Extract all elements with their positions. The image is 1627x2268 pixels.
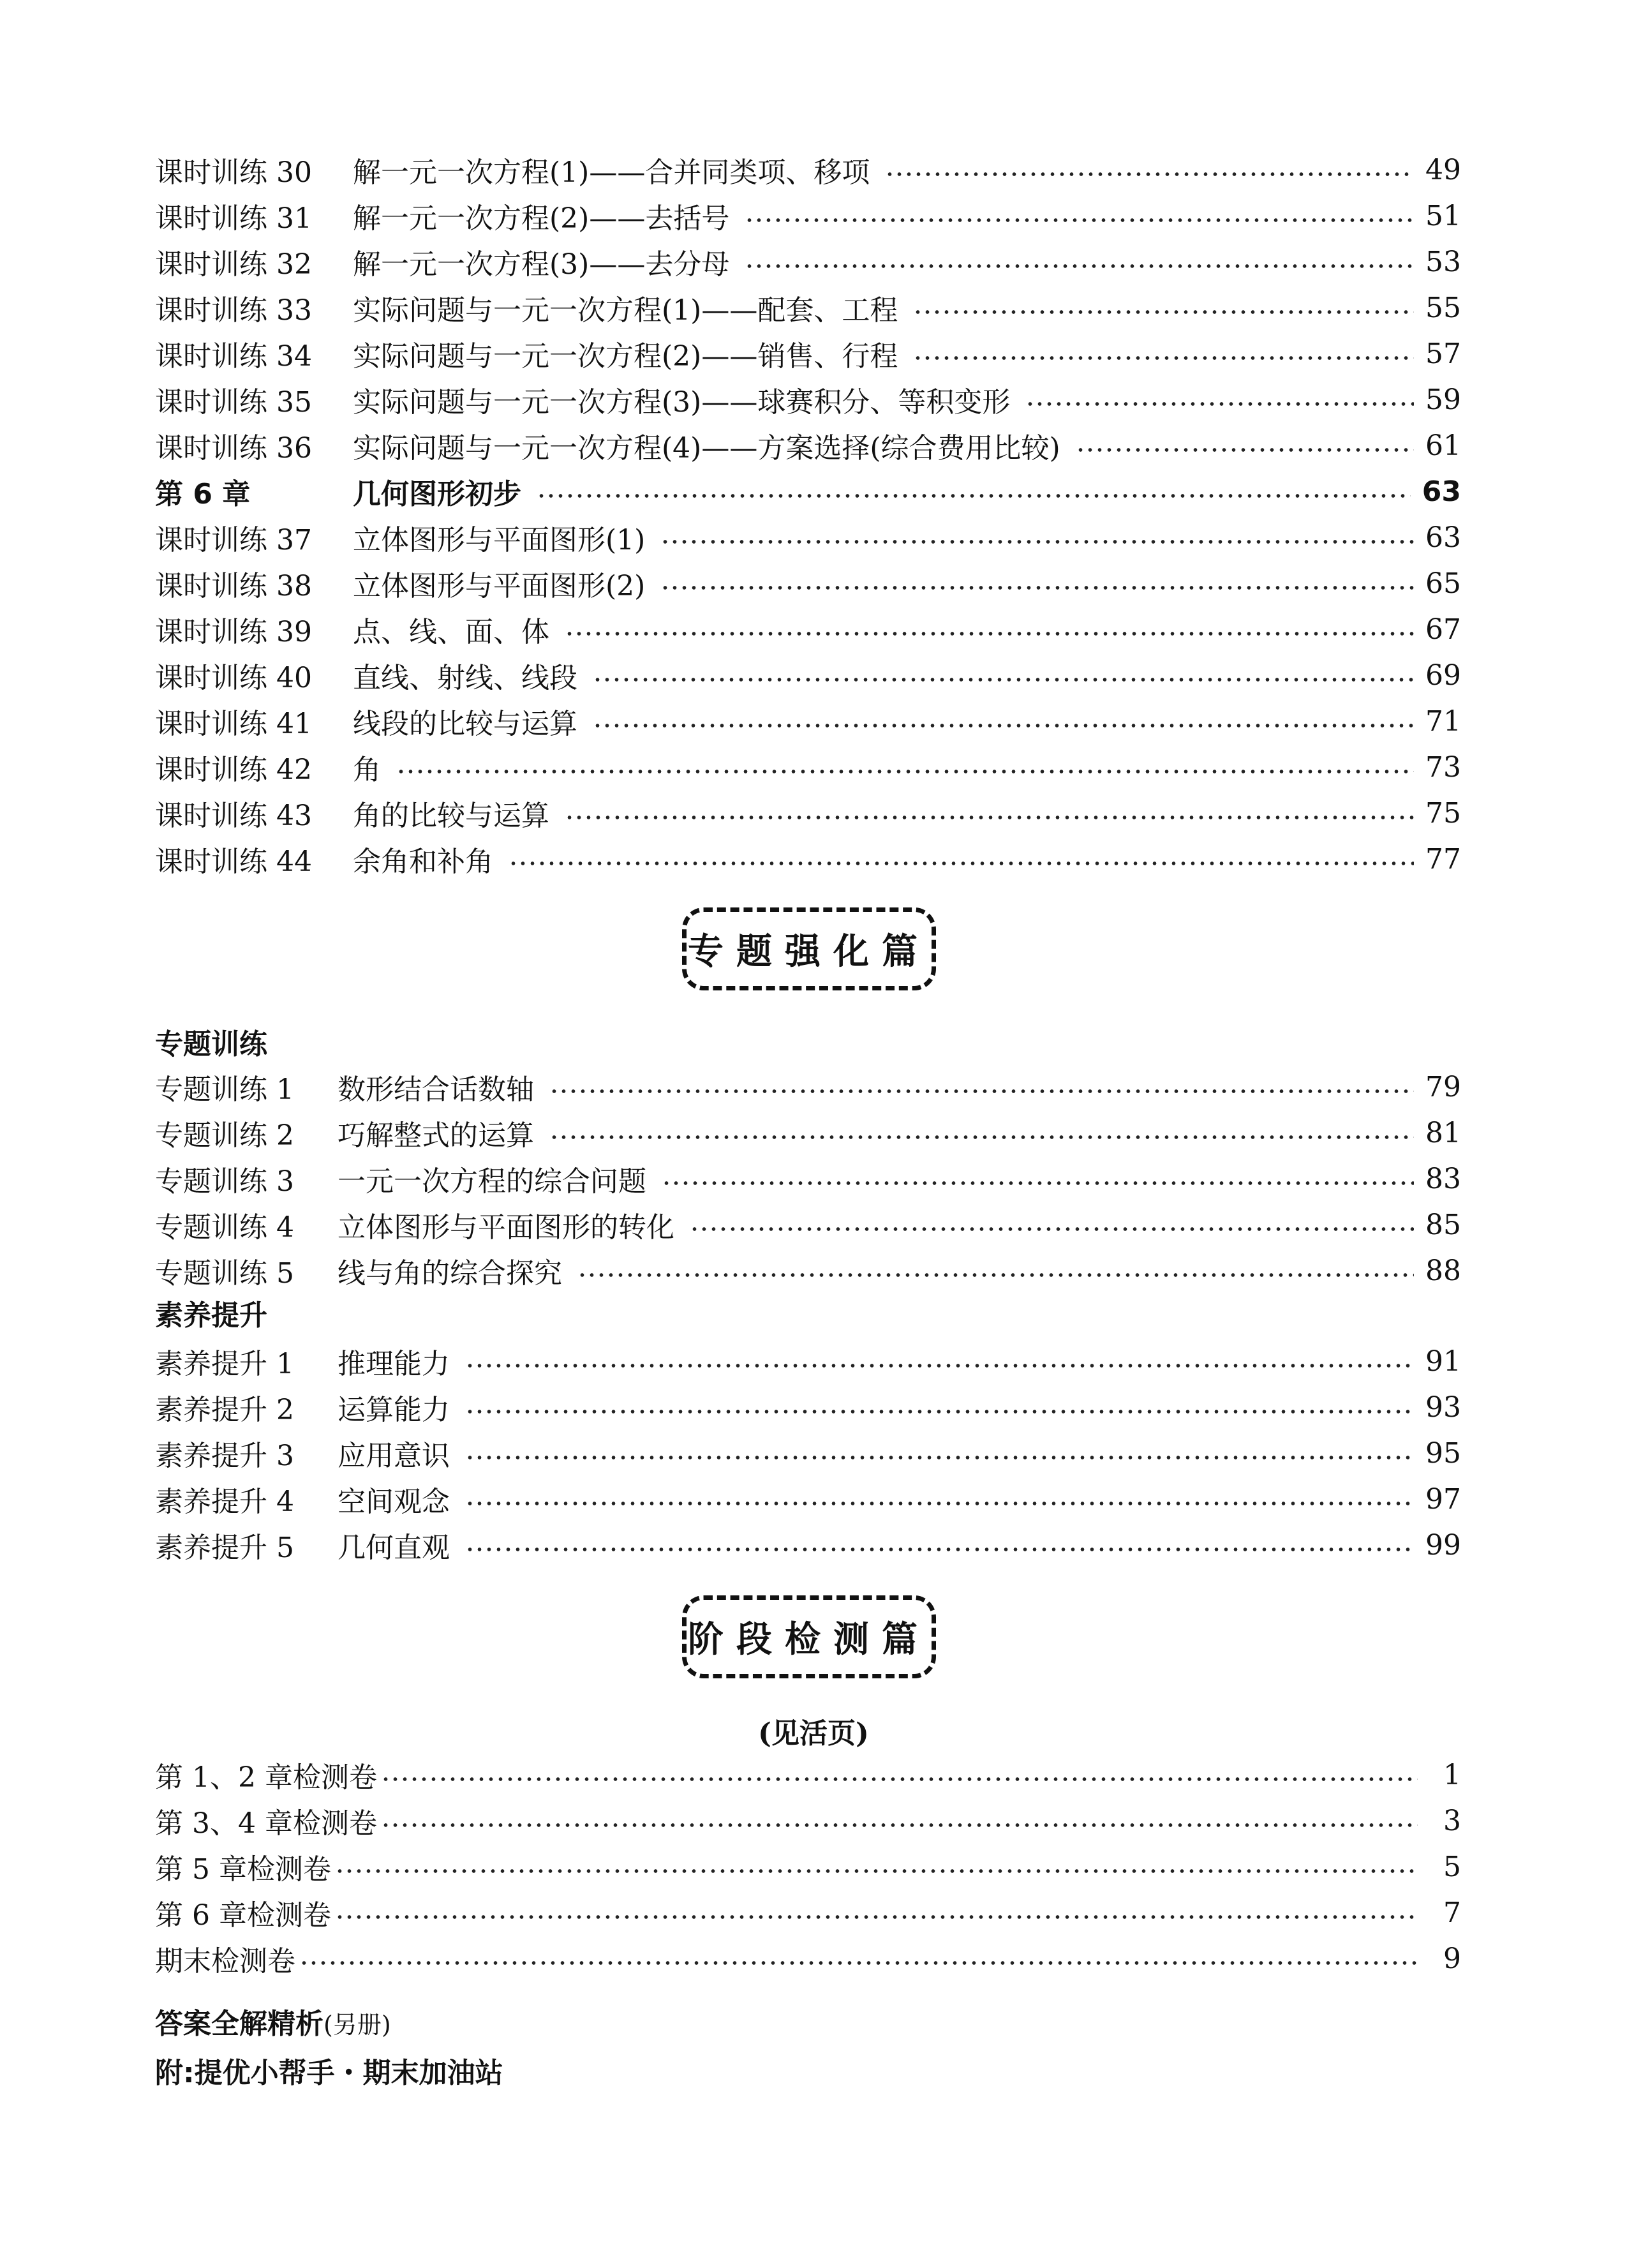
dot-leader <box>509 861 1414 866</box>
dot-leader <box>465 1363 1414 1368</box>
subsection-heading-special-training: 专题训练 <box>155 1028 267 1061</box>
entry-page-number: 93 <box>1425 1391 1461 1424</box>
section-banner-special-topics: 专题强化篇 <box>682 907 936 990</box>
entry-page-number: 75 <box>1425 796 1461 830</box>
toc-entry[interactable] <box>155 1248 1461 1294</box>
dot-leader <box>745 264 1414 269</box>
entry-page-number: 88 <box>1425 1254 1461 1287</box>
dot-leader <box>577 1272 1414 1278</box>
entry-page-number: 69 <box>1425 659 1461 692</box>
entry-label: 专题训练 3 <box>155 1165 294 1198</box>
entry-title: 第 6 章检测卷 <box>155 1899 331 1932</box>
entry-title: 第 5 章检测卷 <box>155 1853 331 1886</box>
toc-entry[interactable] <box>155 468 1461 514</box>
subsection-heading-literacy: 素养提升 <box>155 1299 267 1332</box>
dot-leader <box>396 769 1414 774</box>
entry-label: 课时训练 31 <box>155 202 312 235</box>
entry-page-number: 65 <box>1425 567 1461 600</box>
entry-title: 立体图形与平面图形(1) <box>353 524 646 556</box>
entry-page-number: 71 <box>1425 705 1461 738</box>
toc-entry[interactable] <box>155 836 1461 882</box>
entry-title: 数形结合话数轴 <box>338 1073 534 1106</box>
entry-title: 运算能力 <box>338 1394 450 1426</box>
entry-title: 解一元一次方程(3)——去分母 <box>353 248 730 281</box>
toc-entry[interactable] <box>155 1522 1461 1568</box>
entry-title: 实际问题与一元一次方程(4)——方案选择(综合费用比较) <box>353 432 1060 465</box>
toc-entry[interactable] <box>155 790 1461 836</box>
toc-entry[interactable] <box>155 331 1461 377</box>
toc-entry[interactable] <box>155 1338 1461 1384</box>
dot-leader <box>660 539 1414 544</box>
dot-leader <box>465 1547 1414 1552</box>
entry-title: 角的比较与运算 <box>353 800 549 832</box>
answers-line <box>155 2001 391 2041</box>
dot-leader <box>745 218 1414 223</box>
entry-title: 推理能力 <box>338 1348 450 1380</box>
entry-title: 几何直观 <box>338 1532 450 1564</box>
entry-label: 课时训练 36 <box>155 432 312 465</box>
entry-label: 课时训练 38 <box>155 570 312 602</box>
entry-title: 余角和补角 <box>353 846 493 878</box>
dot-leader <box>913 310 1414 315</box>
section-banner-stage-tests: 阶段检测篇 <box>682 1595 936 1678</box>
dot-leader <box>660 585 1414 590</box>
entry-title: 解一元一次方程(2)——去括号 <box>353 202 730 235</box>
entry-page-number: 63 <box>1425 521 1461 554</box>
entry-title: 直线、射线、线段 <box>353 662 577 694</box>
toc-entry[interactable] <box>155 1798 1461 1844</box>
toc-entry[interactable] <box>155 147 1461 193</box>
entry-title: 线与角的综合探究 <box>338 1257 562 1290</box>
answers-note: (另册) <box>323 2011 391 2039</box>
dot-leader <box>549 1135 1414 1140</box>
entry-title: 一元一次方程的综合问题 <box>338 1165 646 1198</box>
toc-entry[interactable] <box>155 1844 1461 1890</box>
toc-entry[interactable] <box>155 560 1461 606</box>
toc-entry[interactable] <box>155 1890 1461 1936</box>
entry-page-number: 55 <box>1425 291 1461 324</box>
entry-page-number: 49 <box>1425 153 1461 186</box>
entry-title: 应用意识 <box>338 1440 450 1472</box>
entry-title: 期末检测卷 <box>155 1945 295 1978</box>
entry-label: 素养提升 1 <box>155 1348 294 1380</box>
dot-leader <box>335 1914 1418 1920</box>
toc-entry[interactable] <box>155 698 1461 744</box>
entry-page-number: 3 <box>1443 1804 1461 1837</box>
toc-entry[interactable] <box>155 193 1461 239</box>
entry-page-number: 63 <box>1422 475 1461 508</box>
dot-leader <box>690 1227 1414 1232</box>
entry-title: 实际问题与一元一次方程(1)——配套、工程 <box>353 294 898 327</box>
entry-page-number: 53 <box>1425 245 1461 278</box>
toc-entry[interactable] <box>155 1476 1461 1522</box>
entry-label: 课时训练 32 <box>155 248 312 281</box>
entry-label: 素养提升 5 <box>155 1532 294 1564</box>
entry-label: 课时训练 43 <box>155 800 312 832</box>
toc-entry[interactable] <box>155 422 1461 468</box>
entry-label: 专题训练 2 <box>155 1119 294 1152</box>
entry-page-number: 57 <box>1425 337 1461 370</box>
entry-label: 专题训练 1 <box>155 1073 294 1106</box>
entry-label: 专题训练 4 <box>155 1211 294 1244</box>
entry-page-number: 97 <box>1425 1482 1461 1516</box>
dot-leader <box>593 677 1414 682</box>
entry-page-number: 59 <box>1425 383 1461 416</box>
entry-label: 课时训练 37 <box>155 524 312 556</box>
toc-entry[interactable] <box>155 744 1461 790</box>
entry-page-number: 7 <box>1443 1896 1461 1929</box>
dot-leader <box>885 172 1414 177</box>
entry-title: 巧解整式的运算 <box>338 1119 534 1152</box>
entry-label: 课时训练 35 <box>155 386 312 419</box>
entry-label: 第 6 章 <box>155 478 251 511</box>
entry-page-number: 67 <box>1425 613 1461 646</box>
toc-entry[interactable] <box>155 377 1461 422</box>
entry-page-number: 1 <box>1443 1758 1461 1791</box>
entry-title: 立体图形与平面图形(2) <box>353 570 646 602</box>
dot-leader <box>593 723 1414 728</box>
entry-label: 课时训练 40 <box>155 662 312 694</box>
toc-entry[interactable] <box>155 1430 1461 1476</box>
dot-leader <box>465 1455 1414 1460</box>
entry-page-number: 83 <box>1425 1162 1461 1195</box>
toc-entry[interactable] <box>155 514 1461 560</box>
dot-leader <box>565 631 1414 636</box>
entry-title: 第 1、2 章检测卷 <box>155 1761 377 1794</box>
entry-label: 素养提升 4 <box>155 1486 294 1518</box>
entry-title: 几何图形初步 <box>353 478 521 511</box>
entry-page-number: 5 <box>1443 1850 1461 1883</box>
dot-leader <box>335 1869 1418 1874</box>
dot-leader <box>549 1089 1414 1094</box>
entry-title: 第 3、4 章检测卷 <box>155 1807 377 1840</box>
entry-page-number: 79 <box>1425 1070 1461 1103</box>
entry-page-number: 95 <box>1425 1436 1461 1470</box>
dot-leader <box>381 1823 1418 1828</box>
toc-entry[interactable] <box>155 1202 1461 1248</box>
toc-entry[interactable] <box>155 1110 1461 1156</box>
entry-page-number: 73 <box>1425 750 1461 784</box>
entry-title: 线段的比较与运算 <box>353 708 577 740</box>
entry-title: 实际问题与一元一次方程(3)——球赛积分、等积变形 <box>353 386 1011 419</box>
entry-label: 素养提升 3 <box>155 1440 294 1472</box>
toc-entry[interactable] <box>155 1156 1461 1202</box>
entry-label: 课时训练 39 <box>155 616 312 648</box>
entry-label: 课时训练 42 <box>155 754 312 786</box>
dot-leader <box>465 1409 1414 1414</box>
dot-leader <box>537 493 1411 498</box>
entry-title: 角 <box>353 754 381 786</box>
toc-entry[interactable] <box>155 1936 1461 1981</box>
entry-title: 空间观念 <box>338 1486 450 1518</box>
entry-page-number: 91 <box>1425 1345 1461 1378</box>
entry-label: 课时训练 34 <box>155 340 312 373</box>
dot-leader <box>662 1181 1414 1186</box>
toc-entry[interactable] <box>155 1752 1461 1798</box>
entry-title: 实际问题与一元一次方程(2)——销售、行程 <box>353 340 898 373</box>
entry-page-number: 85 <box>1425 1208 1461 1241</box>
appendix-line: 附:提优小帮手・期末加油站 <box>155 2057 503 2089</box>
entry-label: 专题训练 5 <box>155 1257 294 1290</box>
entry-page-number: 77 <box>1425 842 1461 876</box>
dot-leader <box>465 1501 1414 1506</box>
entry-title: 立体图形与平面图形的转化 <box>338 1211 674 1244</box>
entry-page-number: 99 <box>1425 1528 1461 1562</box>
entry-label: 课时训练 44 <box>155 846 312 878</box>
toc-entry[interactable] <box>155 239 1461 285</box>
entry-label: 素养提升 2 <box>155 1394 294 1426</box>
entry-title: 解一元一次方程(1)——合并同类项、移项 <box>353 156 870 189</box>
entry-label: 课时训练 30 <box>155 156 312 189</box>
toc-entry[interactable] <box>155 1064 1461 1110</box>
entry-page-number: 9 <box>1443 1942 1461 1975</box>
entry-title: 点、线、面、体 <box>353 616 549 648</box>
dot-leader <box>565 815 1414 820</box>
toc-entry[interactable] <box>155 652 1461 698</box>
entry-page-number: 81 <box>1425 1116 1461 1149</box>
dot-leader <box>1076 447 1414 452</box>
dot-leader <box>381 1777 1418 1782</box>
entry-label: 课时训练 33 <box>155 294 312 327</box>
entry-label: 课时训练 41 <box>155 708 312 740</box>
toc-entry[interactable] <box>155 1384 1461 1430</box>
answers-title: 答案全解精析 <box>155 2008 323 2040</box>
toc-entry[interactable] <box>155 285 1461 331</box>
loose-leaf-note: (见活页) <box>758 1717 869 1750</box>
entry-page-number: 61 <box>1425 429 1461 462</box>
dot-leader <box>299 1960 1418 1966</box>
entry-page-number: 51 <box>1425 199 1461 232</box>
toc-entry[interactable] <box>155 606 1461 652</box>
dot-leader <box>1025 401 1414 407</box>
dot-leader <box>913 355 1414 361</box>
